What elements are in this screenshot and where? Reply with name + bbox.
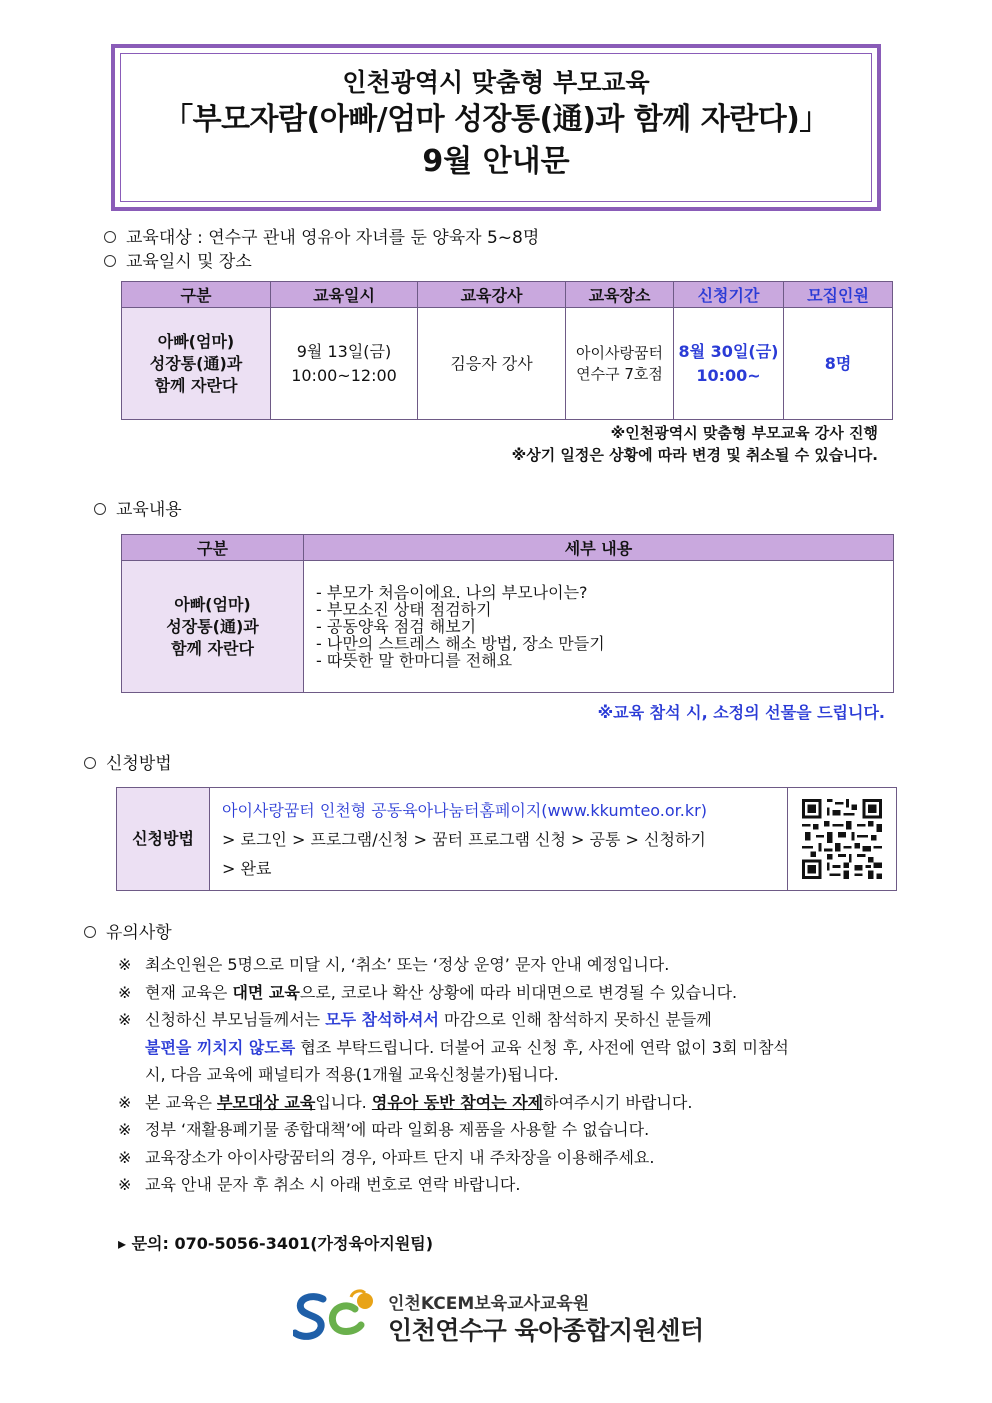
- apply-heading: 신청방법: [106, 754, 172, 774]
- period-time: 10:00~: [696, 365, 761, 385]
- title-line1: 인천광역시 맞춤형 부모교육: [342, 68, 650, 97]
- period-date: 8월 30일(금): [678, 341, 779, 361]
- caution-text: 입니다.: [315, 1092, 372, 1112]
- category-line: 성장통(通)과: [149, 353, 243, 373]
- note-instructor: ※인천광역시 맞춤형 부모교육 강사 진행: [610, 424, 878, 442]
- circle-bullet-icon: [84, 926, 96, 938]
- list-item: - 따뜻한 말 한마디를 전해요: [316, 651, 513, 670]
- caution-item-4: [118, 1089, 789, 1117]
- apply-label: 신청방법: [117, 788, 210, 891]
- header-category: 구분: [122, 282, 271, 308]
- apply-heading-line: [84, 753, 172, 775]
- content-header-row: [122, 535, 894, 561]
- caution-text: 본 교육은: [145, 1092, 217, 1112]
- schedule-place-cell: [566, 308, 674, 420]
- center-logo: [293, 1287, 713, 1347]
- caution-emphasis: 대면 교육: [232, 982, 300, 1002]
- caution-mark: ※: [118, 982, 132, 1002]
- caution-item-5: [118, 1116, 789, 1144]
- schedule-heading: 교육일시 및 장소: [126, 252, 252, 272]
- schedule-header-row: [122, 282, 893, 308]
- logo-subtitle: 인천KCEM보육교사교육원: [388, 1294, 590, 1314]
- target-line: [104, 227, 539, 249]
- caution-mark: ※: [118, 1175, 132, 1194]
- caution-text: 정부 ‘재활용폐기물 종합대책’에 따라 일회용 제품을 사용할 수 없습니다.: [145, 1120, 650, 1139]
- category-line: 함께 자란다: [171, 638, 254, 658]
- date-text: 9월 13일(금): [296, 341, 392, 361]
- circle-bullet-icon: [104, 255, 116, 267]
- schedule-heading-line: [104, 251, 252, 273]
- caution-text: 마감으로 인해 참석하지 못하신 분들께: [438, 1010, 712, 1029]
- note-change: ※상기 일정은 상황에 따라 변경 및 취소될 수 있습니다.: [511, 446, 878, 464]
- apply-steps: > 로그인 > 프로그램/신청 > 꿈터 프로그램 신청 > 공통 > 신청하기: [222, 829, 706, 849]
- list-item: - 부모소진 상태 점검하기: [316, 600, 492, 619]
- title-line2: 「부모자람(아빠/엄마 성장통(通)과 함께 자란다)」: [163, 102, 829, 137]
- caution-item-2: [118, 979, 789, 1007]
- circle-bullet-icon: [84, 757, 96, 769]
- gift-note: ※교육 참석 시, 소정의 선물을 드립니다.: [597, 703, 885, 722]
- circle-bullet-icon: [94, 503, 106, 515]
- caution-item-3-cont: [118, 1061, 789, 1089]
- caution-text: 교육 안내 문자 후 취소 시 아래 번호로 연락 바랍니다.: [145, 1175, 521, 1194]
- caution-heading-line: [84, 922, 172, 944]
- content-category-cell: [122, 561, 304, 693]
- caution-text: 으로, 코로나 확산 상황에 따라 비대면으로 변경될 수 있습니다.: [299, 982, 738, 1002]
- caution-item-6: [118, 1144, 789, 1172]
- header-place: 교육장소: [566, 282, 674, 308]
- title-line3: 9월 안내문: [422, 144, 570, 179]
- caution-text: 교육장소가 아이사랑꿈터의 경우, 아파트 단지 내 주차장을 이용해주세요.: [145, 1147, 655, 1167]
- caution-emphasis: 부모대상 교육: [217, 1092, 316, 1112]
- place-line: 연수구 7호점: [576, 364, 663, 383]
- contact-info: ▸ 문의: 070-5056-3401(가정육아지원팀): [118, 1234, 434, 1253]
- header-capacity: 모집인원: [784, 282, 893, 308]
- schedule-table: [121, 281, 893, 420]
- list-item: - 나만의 스트레스 해소 방법, 장소 만들기: [316, 634, 605, 653]
- schedule-capacity-cell: 8명: [784, 308, 893, 420]
- caution-item-3: [118, 1006, 789, 1034]
- schedule-datetime-cell: [271, 308, 418, 420]
- caution-mark: ※: [118, 1120, 132, 1139]
- content-detail-cell: [304, 561, 894, 693]
- content-header-category: 구분: [122, 535, 304, 561]
- content-heading: 교육내용: [116, 500, 182, 520]
- caution-mark: ※: [118, 1010, 132, 1029]
- list-item: - 공동양육 점검 해보기: [316, 617, 477, 636]
- caution-text: 현재 교육은: [145, 982, 233, 1002]
- schedule-row: [122, 308, 893, 420]
- caution-item-7: [118, 1171, 789, 1199]
- apply-body: [210, 788, 788, 891]
- content-header-detail: 세부 내용: [304, 535, 894, 561]
- caution-heading: 유의사항: [106, 923, 172, 943]
- header-instructor: 교육강사: [418, 282, 566, 308]
- qr-cell: [788, 788, 897, 891]
- category-line: 아빠(엄마): [157, 331, 235, 351]
- caution-text: 신청하신 부모님들께서는: [145, 1010, 326, 1029]
- content-heading-line: [94, 499, 182, 521]
- caution-mark: ※: [118, 1147, 132, 1167]
- category-line: 아빠(엄마): [174, 594, 251, 614]
- logo-title: 인천연수구 육아종합지원센터: [388, 1316, 704, 1345]
- center-logo-icon: [293, 1287, 383, 1345]
- apply-steps-end: > 완료: [222, 858, 272, 878]
- time-text: 10:00~12:00: [291, 365, 397, 385]
- apply-row: [117, 788, 897, 891]
- caution-text: 협조 부탁드립니다. 더불어 교육 신청 후, 사전에 연락 없이 3회 미참석: [295, 1037, 789, 1057]
- caution-text: 최소인원은 5명으로 미달 시, ‘취소’ 또는 ‘정상 운영’ 문자 안내 예정입니다.: [145, 955, 670, 974]
- header-period: 신청기간: [674, 282, 784, 308]
- caution-text: 하여주시기 바랍니다.: [543, 1092, 693, 1112]
- schedule-instructor-cell: 김응자 강사: [418, 308, 566, 420]
- caution-emphasis: 영유아 동반 참여는 자제: [371, 1092, 544, 1112]
- apply-site-link[interactable]: 아이사랑꿈터 인천형 공동육아나눔터홈페이지(www.kkumteo.or.kr): [222, 800, 707, 820]
- list-item: - 부모가 처음이에요. 나의 부모나이는?: [316, 583, 588, 602]
- circle-bullet-icon: [104, 231, 116, 243]
- caution-mark: ※: [118, 955, 132, 974]
- place-line: 아이사랑꿈터: [576, 343, 663, 362]
- caution-list: [118, 951, 789, 1199]
- category-line: 성장통(通)과: [166, 616, 259, 636]
- schedule-category-cell: [122, 308, 271, 420]
- caution-text: 시, 다음 교육에 패널티가 적용(1개월 교육신청불가)됩니다.: [145, 1065, 559, 1084]
- apply-table: [116, 787, 897, 891]
- caution-emphasis: 모두 참석하셔서: [325, 1010, 439, 1029]
- target-text: 교육대상 : 연수구 관내 영유아 자녀를 둔 양육자 5~8명: [126, 228, 540, 248]
- header-datetime: 교육일시: [271, 282, 418, 308]
- content-table: [121, 534, 894, 693]
- qr-code-icon[interactable]: [802, 799, 882, 879]
- title-inner: [120, 53, 872, 202]
- caution-mark: ※: [118, 1092, 132, 1112]
- caution-item-3-cont: [118, 1034, 789, 1062]
- content-row: [122, 561, 894, 693]
- title-box: [111, 44, 881, 211]
- caution-item-1: [118, 951, 789, 979]
- caution-emphasis: 불편을 끼치지 않도록: [145, 1037, 296, 1057]
- schedule-period-cell: [674, 308, 784, 420]
- category-line: 함께 자란다: [154, 375, 238, 395]
